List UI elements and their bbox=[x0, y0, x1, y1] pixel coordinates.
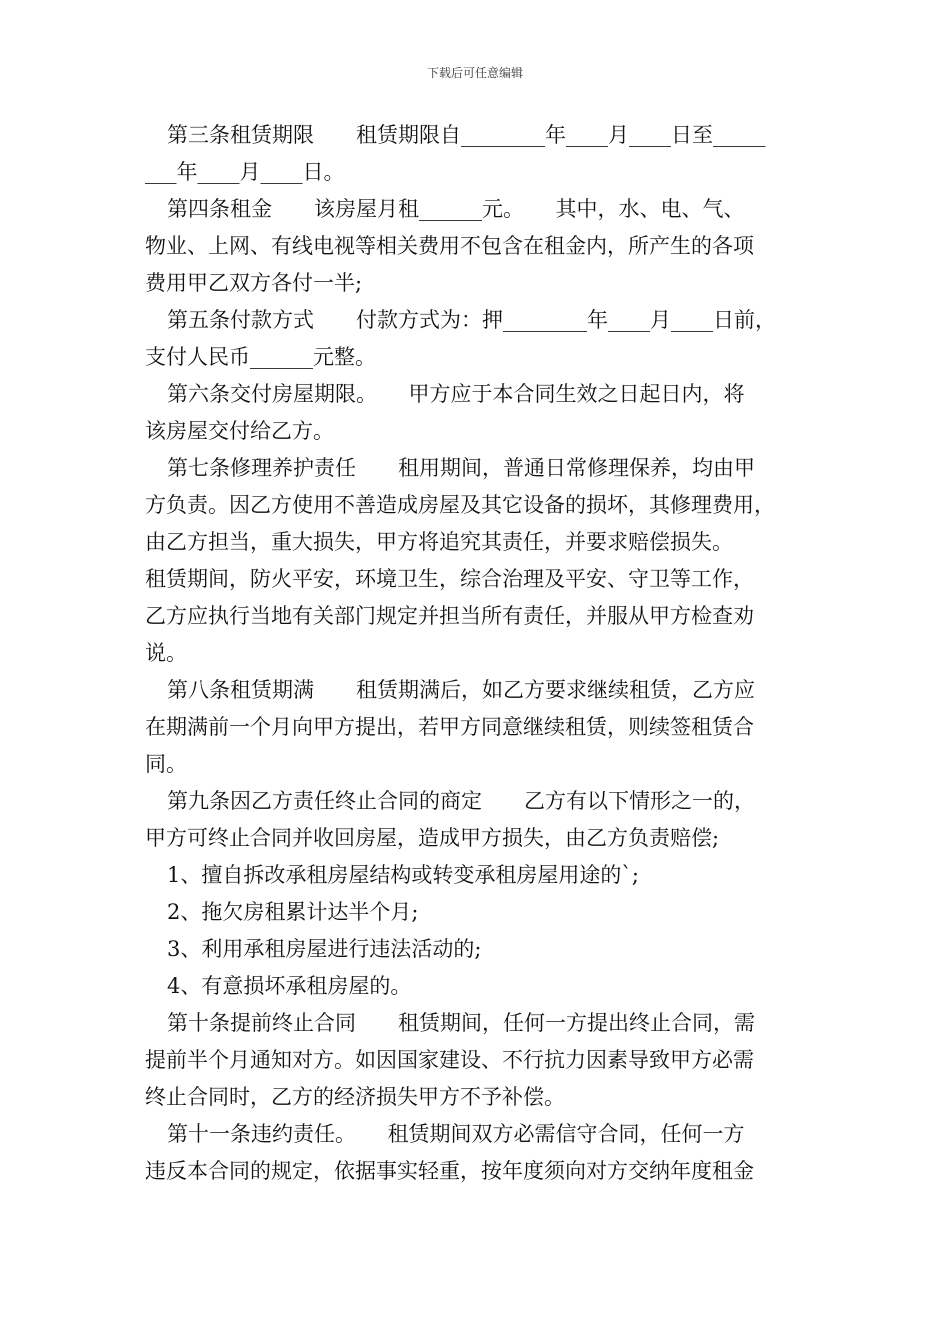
document-line: 第四条租金 该房屋月租______元。 其中，水、电、气、 bbox=[167, 197, 745, 221]
document-line: 提前半个月通知对方。如因国家建设、不行抗力因素导致甲方必需 bbox=[145, 1048, 754, 1072]
document-line: 支付人民币______元整。 bbox=[145, 345, 376, 369]
document-line: 第十一条违约责任。 租赁期间双方必需信守合同，任何一方 bbox=[167, 1122, 745, 1146]
document-line: 由乙方担当，重大损失，甲方将追究其责任，并要求赔偿损失。 bbox=[145, 530, 733, 554]
document-line: 终止合同时，乙方的经济损失甲方不予补偿。 bbox=[145, 1085, 565, 1109]
document-line: ___年____月____日。 bbox=[145, 160, 345, 184]
document-line: 租赁期间，防火平安，环境卫生，综合治理及平安、守卫等工作， bbox=[145, 567, 754, 591]
page-header-note: 下载后可任意编辑 bbox=[426, 66, 523, 80]
document-line: 3、利用承租房屋进行违法活动的; bbox=[167, 937, 482, 961]
document-line: 2、拖欠房租累计达半个月; bbox=[167, 900, 419, 924]
document-line: 第五条付款方式 付款方式为：押________年____月____日前， bbox=[167, 308, 776, 332]
document-line: 在期满前一个月向甲方提出，若甲方同意继续租赁，则续签租赁合 bbox=[145, 715, 754, 739]
document-line: 说。 bbox=[145, 641, 187, 665]
document-line: 1、擅自拆改承租房屋结构或转变承租房屋用途的`; bbox=[167, 863, 639, 887]
document-line: 同。 bbox=[145, 752, 187, 776]
document-line: 费用甲乙双方各付一半; bbox=[145, 271, 363, 295]
document-line: 方负责。因乙方使用不善造成房屋及其它设备的损坏，其修理费用， bbox=[145, 493, 775, 517]
document-line: 第九条因乙方责任终止合同的商定 乙方有以下情形之一的， bbox=[167, 789, 755, 813]
document-line: 第六条交付房屋期限。 甲方应于本合同生效之日起日内，将 bbox=[167, 382, 745, 406]
document-line: 第八条租赁期满 租赁期满后，如乙方要求继续租赁，乙方应 bbox=[167, 678, 755, 702]
document-line: 第三条租赁期限 租赁期限自________年____月____日至_____ bbox=[167, 123, 766, 147]
document-line: 4、有意损坏承租房屋的。 bbox=[167, 974, 412, 998]
document-line: 乙方应执行当地有关部门规定并担当所有责任，并服从甲方检查劝 bbox=[145, 604, 754, 628]
document-line: 第十条提前终止合同 租赁期间，任何一方提出终止合同，需 bbox=[167, 1011, 755, 1035]
document-line: 第七条修理养护责任 租用期间，普通日常修理保养，均由甲 bbox=[167, 456, 755, 480]
document-line: 甲方可终止合同并收回房屋，造成甲方损失，由乙方负责赔偿; bbox=[145, 826, 720, 850]
document-line: 物业、上网、有线电视等相关费用不包含在租金内，所产生的各项 bbox=[145, 234, 754, 258]
document-line: 违反本合同的规定，依据事实轻重，按年度须向对方交纳年度租金 bbox=[145, 1159, 754, 1183]
document-line: 该房屋交付给乙方。 bbox=[145, 419, 334, 443]
document-body bbox=[145, 117, 813, 1190]
